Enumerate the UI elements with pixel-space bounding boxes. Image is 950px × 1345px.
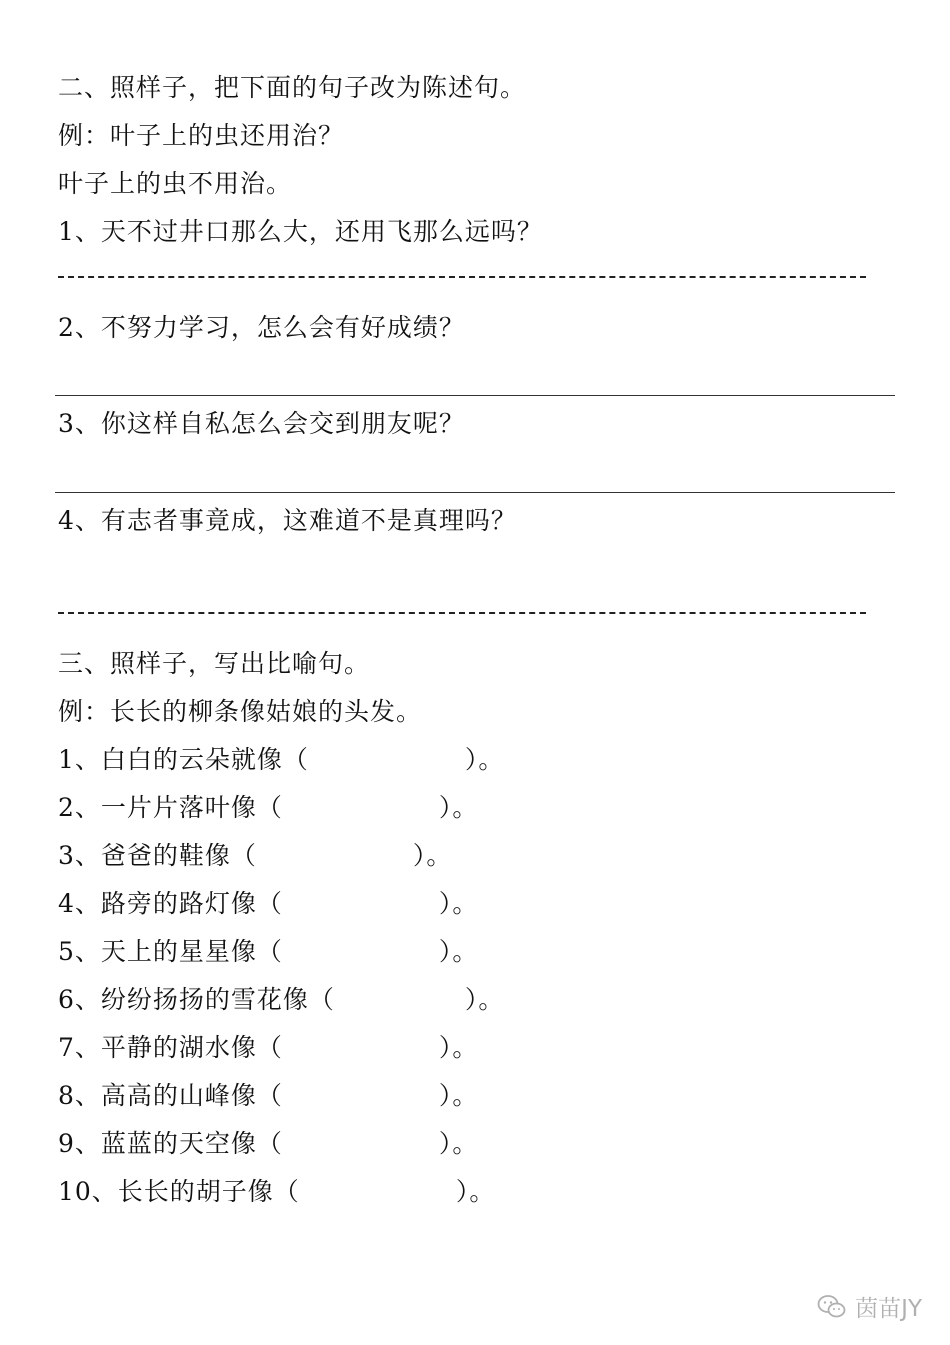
section3-heading: 三、照样子，写出比喻句。 (58, 649, 371, 678)
answer-line-3[interactable] (55, 492, 895, 493)
section2-item-2: 2、不努力学习，怎么会有好成绩？ (58, 313, 465, 342)
simile-item-5: 5、天上的星星像（ ）。 (58, 937, 479, 966)
section2-item-4: 4、有志者事竟成，这难道不是真理吗？ (58, 506, 517, 535)
simile-item-3: 3、爸爸的鞋像（ ）。 (58, 841, 453, 870)
section3-example: 例：长长的柳条像姑娘的头发。 (58, 697, 423, 726)
simile-item-10: 10、长长的胡子像（ ）。 (58, 1177, 496, 1206)
answer-line-2[interactable] (55, 395, 895, 396)
section2-item-3: 3、你这样自私怎么会交到朋友呢？ (58, 409, 465, 438)
section2-heading: 二、照样子，把下面的句子改为陈述句。 (58, 73, 527, 102)
simile-item-2: 2、一片片落叶像（ ）。 (58, 793, 479, 822)
simile-item-1: 1、白白的云朵就像（ ）。 (58, 745, 505, 774)
wechat-icon (817, 1294, 847, 1320)
simile-item-6: 6、纷纷扬扬的雪花像（ ）。 (58, 985, 505, 1014)
answer-line-4[interactable] (58, 612, 866, 614)
watermark (817, 1290, 922, 1323)
simile-item-8: 8、高高的山峰像（ ）。 (58, 1081, 479, 1110)
section2-example-answer: 叶子上的虫不用治。 (58, 169, 293, 198)
answer-line-1[interactable] (58, 276, 866, 278)
simile-item-4: 4、路旁的路灯像（ ）。 (58, 889, 479, 918)
section2-item-1: 1、天不过井口那么大，还用飞那么远吗？ (58, 217, 543, 246)
watermark-text: 茵苗JY (855, 1296, 922, 1322)
simile-item-7: 7、平静的湖水像（ ）。 (58, 1033, 479, 1062)
section2-example-question: 例：叶子上的虫还用治？ (58, 121, 345, 150)
simile-item-9: 9、蓝蓝的天空像（ ）。 (58, 1129, 479, 1158)
